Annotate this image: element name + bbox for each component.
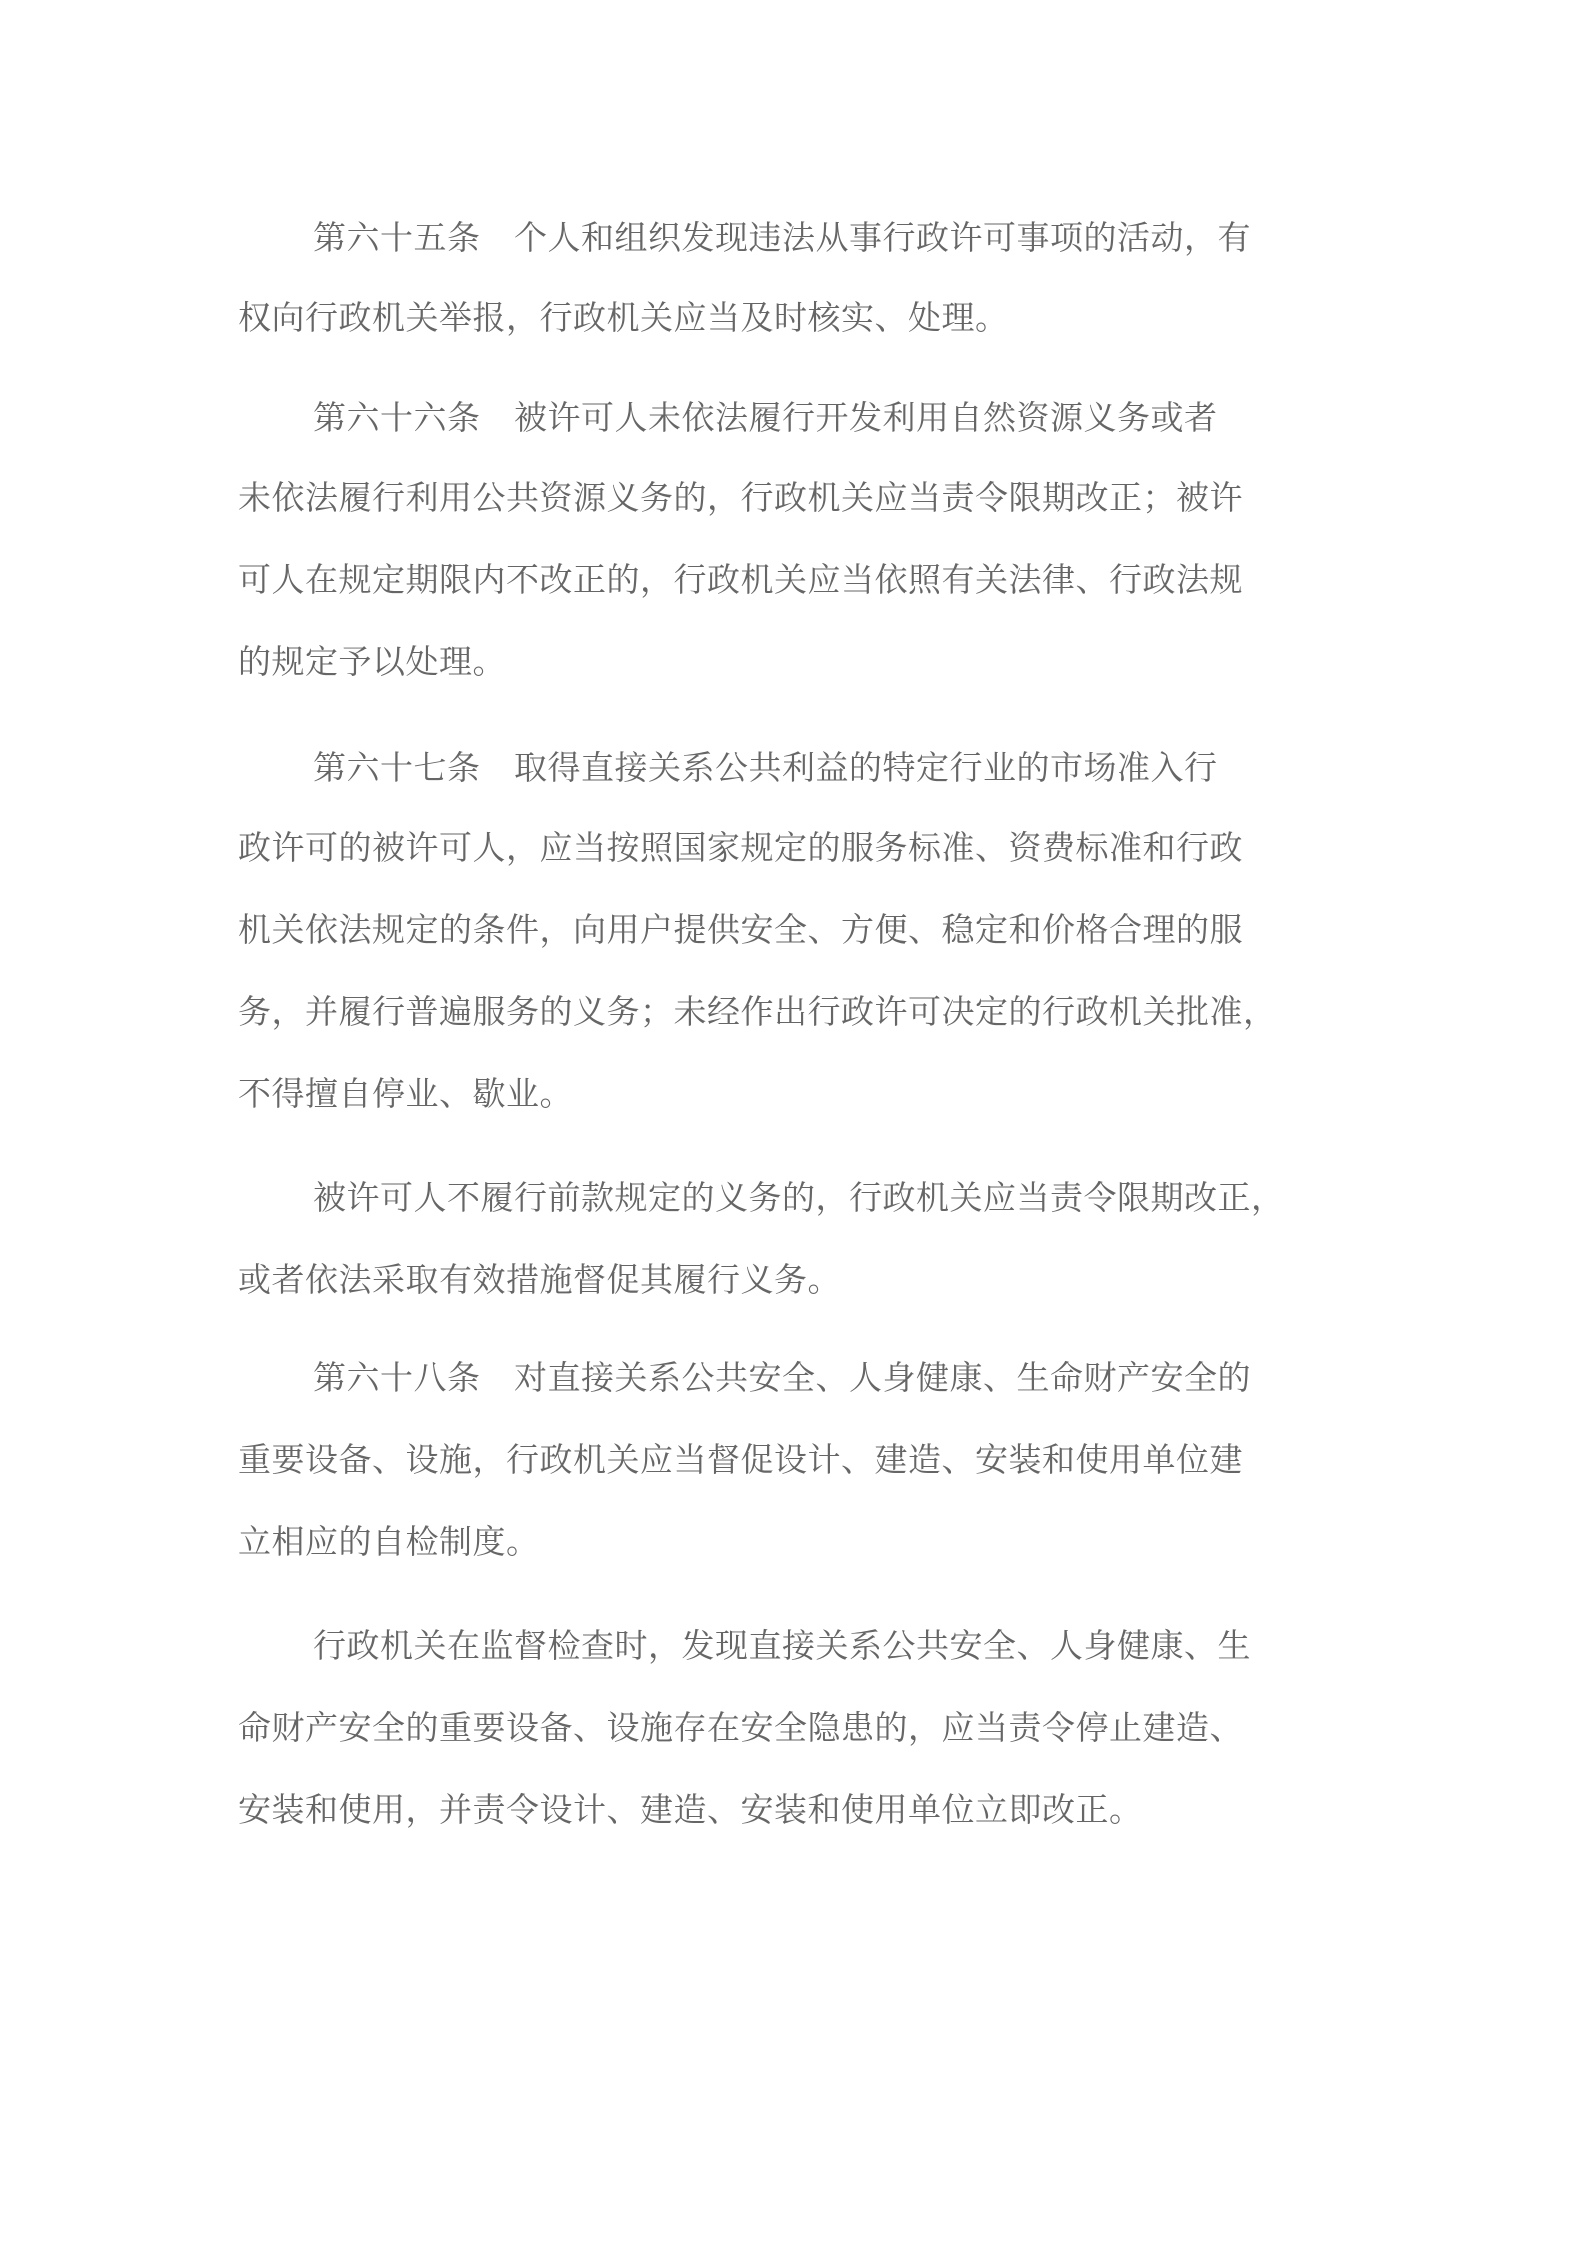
text-line: 第六十五条 个人和组织发现违法从事行政许可事项的活动，有 xyxy=(313,218,1251,257)
text-line: 政许可的被许可人，应当按照国家规定的服务标准、资费标准和行政 xyxy=(238,828,1243,867)
text-line: 可人在规定期限内不改正的，行政机关应当依照有关法律、行政法规 xyxy=(238,560,1243,599)
text-line: 行政机关在监督检查时，发现直接关系公共安全、人身健康、生 xyxy=(313,1626,1251,1665)
text-line: 安装和使用，并责令设计、建造、安装和使用单位立即改正。 xyxy=(238,1790,1143,1829)
text-line: 务，并履行普遍服务的义务；未经作出行政许可决定的行政机关批准， xyxy=(238,992,1277,1031)
text-line: 第六十八条 对直接关系公共安全、人身健康、生命财产安全的 xyxy=(313,1358,1251,1397)
text-line: 的规定予以处理。 xyxy=(238,642,506,681)
text-line: 第六十七条 取得直接关系公共利益的特定行业的市场准入行 xyxy=(313,748,1218,787)
text-line: 第六十六条 被许可人未依法履行开发利用自然资源义务或者 xyxy=(313,398,1218,437)
text-line: 被许可人不履行前款规定的义务的，行政机关应当责令限期改正， xyxy=(313,1178,1285,1217)
text-line: 重要设备、设施，行政机关应当督促设计、建造、安装和使用单位建 xyxy=(238,1440,1243,1479)
text-line: 权向行政机关举报，行政机关应当及时核实、处理。 xyxy=(238,298,1009,337)
text-line: 立相应的自检制度。 xyxy=(238,1522,540,1561)
text-line: 未依法履行利用公共资源义务的，行政机关应当责令限期改正；被许 xyxy=(238,478,1243,517)
text-line: 或者依法采取有效措施督促其履行义务。 xyxy=(238,1260,841,1299)
text-line: 不得擅自停业、歇业。 xyxy=(238,1074,573,1113)
text-line: 机关依法规定的条件，向用户提供安全、方便、稳定和价格合理的服 xyxy=(238,910,1243,949)
text-line: 命财产安全的重要设备、设施存在安全隐患的，应当责令停止建造、 xyxy=(238,1708,1243,1747)
